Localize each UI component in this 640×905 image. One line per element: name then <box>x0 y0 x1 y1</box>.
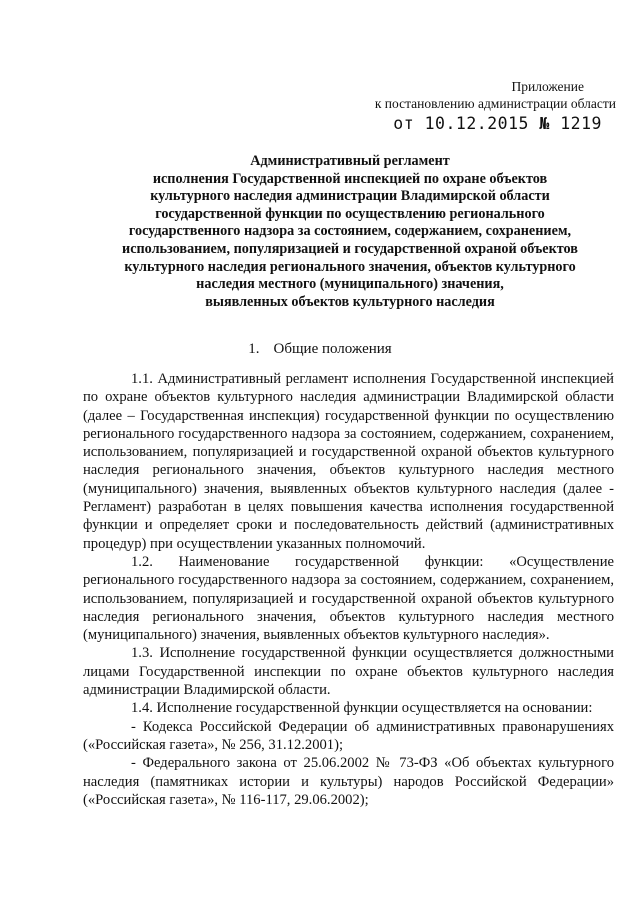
list-item-legal-basis: - Федерального закона от 25.06.2002 № 73-ФЗ «Об объектах культурного наследия (памятниках истории и культуры) народов Российской Федерации» («Российская газета», № 116-117, 29.06.2002); <box>83 755 614 808</box>
title-line: исполнения Государственной инспекцией по охране объектов <box>152 170 548 187</box>
title-line: использованием, популяризацией и государственной охраной объектов <box>122 240 578 257</box>
title-line: культурного наследия администрации Владимирской области <box>150 188 550 205</box>
title-line: государственного надзора за состоянием, содержанием, сохранением, <box>128 223 572 240</box>
section-heading <box>0 341 640 358</box>
paragraph-1-2: 1.2. Наименование государственной функции: «Осуществление регионального государственного надзора за состоянием, содержанием, сохранением, использованием, популяризацией и государственной охраной объектов культурного наследия регионального значения, объектов культурного наследия местного (муниципального) значения, выявленных объектов культурного наследия». <box>83 553 614 644</box>
title-line: Административный регламент <box>250 153 450 169</box>
decree-date: 10.12.2015 <box>424 114 529 133</box>
appendix-note <box>375 78 616 112</box>
paragraph-1-3: 1.3. Исполнение государственной функции осуществляется должностными лицами Государственной инспекции по охране объектов культурного наследия администрации Владимирской области. <box>83 645 614 699</box>
date-prefix: от <box>393 114 415 133</box>
paragraph-1-1: 1.1. Административный регламент исполнения Государственной инспекцией по охране объектов культурного наследия администрации Владимирской области (далее – Государственная инспекция) государственной функции по осуществлению регионального государственного надзора за состоянием, содержанием, сохранением, использованием, популяризацией и государственной охраной объектов культурного наследия регионального значения, объектов культурного наследия местного (муниципального) значения, выявленных объектов культурного наследия (далее - Регламент) разработан в целях повышения качества исполнения государственной функции и определяет сроки и последовательность действий (административных процедур) при осуществлении указанных полномочий. <box>83 371 614 552</box>
title-line: выявленных объектов культурного наследия <box>205 293 495 310</box>
title-line: государственной функции по осуществлению регионального <box>155 205 545 222</box>
title-line: наследия местного (муниципального) значения, <box>196 276 504 293</box>
paragraph-1-4: 1.4. Исполнение государственной функции осуществляется на основании: <box>131 700 593 717</box>
document-body <box>83 370 614 809</box>
section-number: 1. <box>248 341 260 357</box>
decree-date-number <box>393 114 602 133</box>
section-title: Общие положения <box>273 341 392 357</box>
appendix-label: Приложение <box>511 79 584 94</box>
title-line: культурного наследия регионального значения, объектов культурного <box>124 258 576 275</box>
appendix-reference: к постановлению администрации области <box>374 96 616 111</box>
decree-number: 1219 <box>560 114 602 133</box>
list-item-legal-basis: - Кодекса Российской Федерации об административных правонарушениях («Российская газета», № 256, 31.12.2001); <box>83 718 614 753</box>
document-title <box>90 153 610 311</box>
number-sign: № <box>539 114 550 133</box>
